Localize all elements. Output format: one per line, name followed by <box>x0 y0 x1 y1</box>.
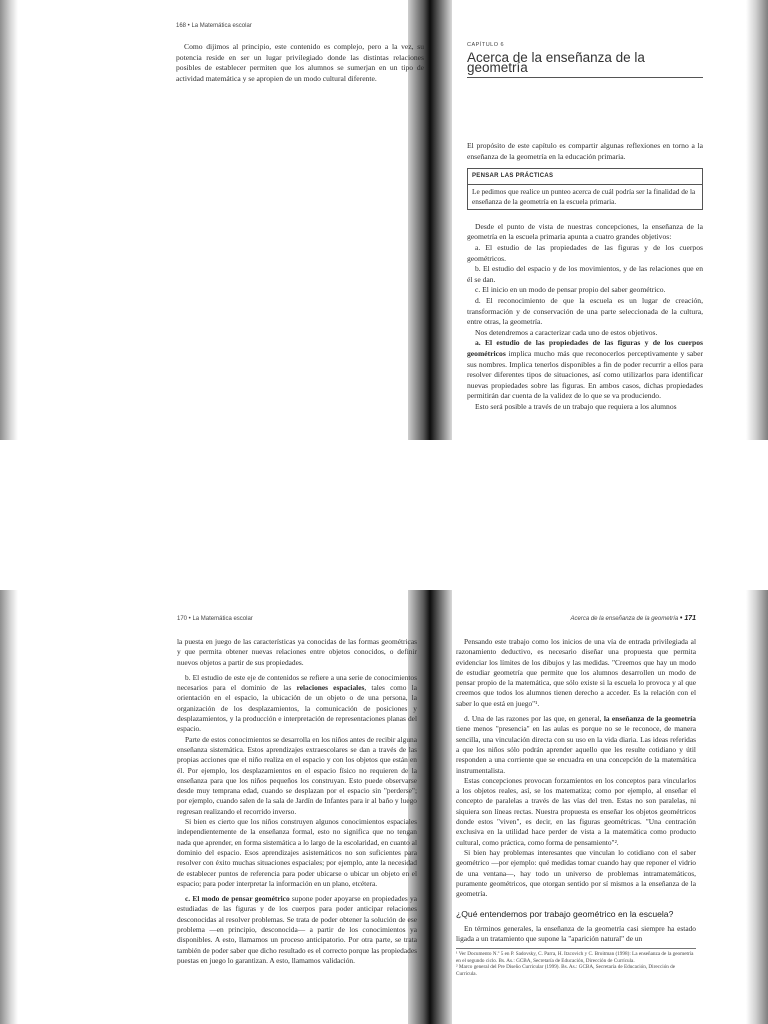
page-171-p2 <box>456 714 696 776</box>
objective-b: b. El estudio del espacio y de los movimientos, y de las relaciones que en él se dan. <box>467 264 703 284</box>
footnote-1: ¹ Ver Documento N.º 5 en P. Sadovsky, C. Parra, H. Itzcovich y C. Broitman (1998): La enseñanza de la geometría en el segundo ciclo. Bs. As.: GCBA, Secretaría de Educación, Dirección de Currícula. <box>456 951 694 964</box>
practice-box <box>467 168 703 210</box>
objective-a-rest: implica mucho más que reconocerlos perceptivamente y saber sus nombres. Implica tenerlos disponibles a fin de poder recurrir a ellos para resolver diferentes tipos de situaciones, así como utilizarlos para identificar nuevas propiedades sobre las figuras. En ambos casos, dichas propiedades permitirán dar cuenta de la validez de lo que se va produciendo. <box>467 348 703 401</box>
p2-bold: relaciones espaciales <box>296 683 365 693</box>
objective-d: d. El reconocimiento de que la escuela es un lugar de creación, transformación y de conservación de una parte seleccionada de la cultura, entre otras, la geometría. <box>467 295 703 327</box>
footnotes <box>456 948 696 977</box>
section-subheading: ¿Qué entendemos por trabajo geométrico en la escuela? <box>456 909 674 920</box>
p2-post: , tales como la orientación en el espacio, la ubicación de un objeto o de una persona, la organización de los desplazamientos, la comunicación de posiciones y desplazamientos, y la producción e interpretación de representaciones planas del espacio. <box>177 683 417 734</box>
right-page-edge-shadow <box>746 0 768 440</box>
objective-a-bold: a. El estudio de las propiedades de las figuras y de los cuerpos geométricos <box>467 338 703 358</box>
page-171-p4: Si bien hay problemas interesantes que vinculan lo cotidiano con el saber geométrico —por ejemplo: qué medidas tomar cuando hay que reponer el vidrio de una ventana—, hay todo un universo de problemas intramatemáticos, puramente geométricos, que otorgan sentido por sí mismos a la enseñanza de la geometría. <box>456 847 696 899</box>
objective-a-detail <box>467 338 703 402</box>
page-header: 170 • La Matemática escolar <box>177 616 253 622</box>
objective-c: c. El inicio en un modo de pensar propio del saber geométrico. <box>475 285 666 295</box>
objectives-note: Nos detendremos a caracterizar cada uno de estos objetivos. <box>475 327 658 337</box>
p5-rest: supone poder apoyarse en propiedades ya estudiadas de las figuras y de los cuerpos para poder anticipar relaciones desconocidas al resolver problemas. Se trata de poder obtener la solución de ese problema —en principio, desconocida— a partir de los conocimientos ya disponibles. A esto, llamamos un proceso anticipatorio. Por otra parte, se trata también de poder saber que dicho resultado es el correcto porque las propiedades puestas en juego lo garantizan. A esto, llamamos validación. <box>177 894 417 965</box>
chapter-rule <box>467 77 703 78</box>
objective-a: a. El estudio de las propiedades de las figuras y de los cuerpos geométricos. <box>467 242 703 263</box>
chapter-title: Acerca de la enseñanza de la geometría <box>467 49 645 76</box>
top-spread <box>0 0 768 440</box>
page-header: 168 • La Matemática escolar <box>176 23 252 29</box>
bottom-spread <box>0 590 768 1024</box>
p5-bold: c. El modo de pensar geométrico <box>185 894 290 904</box>
header-right: • 171 <box>679 615 696 622</box>
page-170-p3: Parte de estos conocimientos se desarrolla en los niños antes de recibir alguna enseñanza sistemática. Estos aprendizajes extraescolares se dan a través de las propias acciones que el niño realiza en el espacio y con los objetos que están en él. Por ejemplo, los desplazamientos en el espacio físico no requieren de la enseñanza para que los niños pequeños los construyan. Esto puede observarse desde muy temprana edad, cuando se desplazan por el espacio sin "perderse"; por ejemplo, cuando salen de la sala de Jardín de Infantes para ir al baño y luego regresan realizando el recorrido inverso. <box>177 734 417 816</box>
page-171-p1: Pensando este trabajo como los inicios de una vía de entrada privilegiada al razonamiento deductivo, es necesario diseñar una propuesta que permita evidenciar los límites de los dibujos y las medidas. "Creemos que hay un modo de estudiar geometría que permite que los alumnos desarrollen un modo de pensar propio de la matemática, que sólo existe si la escuela lo provoca y al que creemos que todos los alumnos tienen derecho a acceder. Es la relación con el saber lo que está en juego"¹. <box>456 637 696 708</box>
page-170-p1: la puesta en juego de las características ya conocidas de las formas geométricas y que permita obtener nuevas relaciones entre objetos conocidos, o definir nuevos objetos a partir de sus propiedades. <box>177 637 417 667</box>
page-168-paragraph: Como dijimos al principio, este contenido es complejo, pero a la vez, su potencia reside en ser un lugar privilegiado donde las distintas relaciones posibles de establecer permiten que los alumnos se sumerjan en un tipo de actividad matemática y se apropien de un modo cultural diferente. <box>176 42 424 83</box>
page-170-p4: Si bien es cierto que los niños construyen algunos conocimientos espaciales independientemente de la enseñanza formal, esto no significa que no tengan nada que aprender, en forma sistemática a lo largo de la escolaridad, en cuanto al dominio del espacio. Esos aprendizajes asistemáticos no son suficientes para resolver con éxito muchas situaciones espaciales; por ejemplo, ante la necesidad de establecer puntos de referencia para poder ubicarse o ubicar un objeto en el espacio; para poder interpretar la información en un plano, etcétera. <box>177 817 417 888</box>
chapter-label: CAPÍTULO 6 <box>467 42 505 48</box>
p2-pre: b. El estudio de este eje de contenidos se refiere a una serie de conocimientos necesarios para el dominio de las <box>177 672 417 693</box>
practice-box-title: PENSAR LAS PRÁCTICAS <box>468 169 702 185</box>
page-170-p5 <box>177 894 417 966</box>
chapter-intro: El propósito de este capítulo es compartir algunas reflexiones en torno a la enseñanza de la geometría en la educación primaria. <box>467 141 703 161</box>
p2-post: tiene menos "presencia" en las aulas es porque no se le reconoce, de manera sencilla, una vinculación directa con su uso en la vida diaria. Las ideas referidas a que los niños sólo podrán aprender aquello que les resulte cotidiano y útil responden a una corriente que se encuadra en una concepción de la matemática instrumentalista. <box>456 724 696 775</box>
practice-box-text: Le pedimos que realice un punteo acerca de cuál podría ser la finalidad de la enseñanza de la geometría en la escuela primaria. <box>472 186 696 206</box>
page-170-p2 <box>177 673 417 735</box>
objectives-intro: Desde el punto de vista de nuestras concepciones, la enseñanza de la geometría en la escuela primaria apunta a cuatro grandes objetivos: <box>467 221 703 242</box>
page-171-p3: Estas concepciones provocan forzamientos en los conceptos para vincularlos a los objetos reales, así, se los matematiza; como por ejemplo, al enseñar el concepto de paralelas a través de las vías del tren. Estas no son paralelas, ni siquiera son líneas rectas. Nuestra propuesta es enseñar los objetos geométricos donde estos "viven", es decir, en las figuras geométricas. "Una centración exclusiva en la utilidad hace perder de vista a la matemática como producto cultural, como práctica, como forma de pensamiento"². <box>456 775 696 847</box>
footnote-2: ² Marco general del Pre Diseño Curricular (1999). Bs. As.: GCBA, Secretaría de Educación, Dirección de Currícula. <box>456 964 676 977</box>
header-left: Acerca de la enseñanza de la geometría <box>570 616 679 622</box>
page-171-p5: En términos generales, la enseñanza de la geometría casi siempre ha estado ligada a un tratamiento que supone la "aparición natural" de un <box>456 923 696 944</box>
p2-bold: la enseñanza de la geometría <box>603 714 696 724</box>
left-page-edge-shadow <box>0 590 18 1024</box>
p2-pre: d. Una de las razones por las que, en general, <box>464 714 604 724</box>
page-header <box>571 614 697 624</box>
right-page-edge-shadow <box>746 590 768 1024</box>
closing-line: Esto será posible a través de un trabajo que requiera a los alumnos <box>475 401 677 411</box>
left-page-edge-shadow <box>0 0 18 440</box>
